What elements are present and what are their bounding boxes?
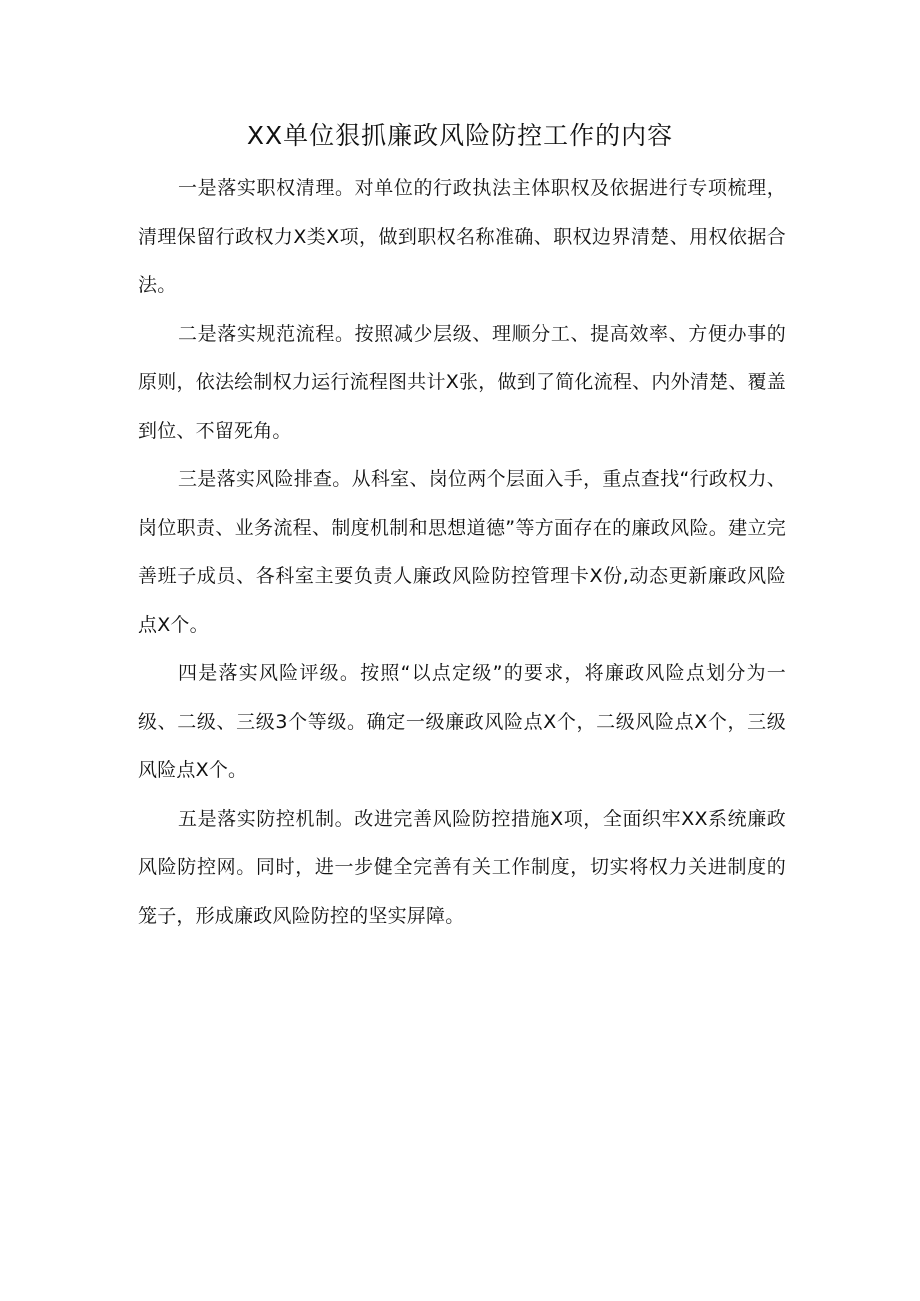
paragraph-2: 二是落实规范流程。按照减少层级、理顺分工、提高效率、方便办事的原则，依法绘制权力运行流程图共计X张，做到了简化流程、内外清楚、覆盖到位、不留死角。	[138, 322, 786, 442]
paragraph-5: 五是落实防控机制。改进完善风险防控措施X项，全面织牢XX系统廉政风险防控网。同时，进一步健全完善有关工作制度，切实将权力关进制度的笼子，形成廉政风险防控的坚实屏障。	[138, 807, 786, 927]
document-title: XX单位狠抓廉政风险防控工作的内容	[246, 121, 674, 150]
paragraph-4: 四是落实风险评级。按照“以点定级”的要求，将廉政风险点划分为一级、二级、三级3个等级。确定一级廉政风险点X个，二级风险点X个，三级风险点X个。	[138, 662, 786, 781]
paragraph-3: 三是落实风险排查。从科室、岗位两个层面入手，重点查找“行政权力、岗位职责、业务流程、制度机制和思想道德”等方面存在的廉政风险。建立完善班子成员、各科室主要负责人廉政风险防控管理卡X份,动态更新廉政风险点X个。	[138, 468, 786, 636]
paragraph-1: 一是落实职权清理。对单位的行政执法主体职权及依据进行专项梳理，清理保留行政权力X类X项，做到职权名称准确、职权边界清楚、用权依据合法。	[138, 177, 786, 296]
document-body	[138, 164, 786, 940]
